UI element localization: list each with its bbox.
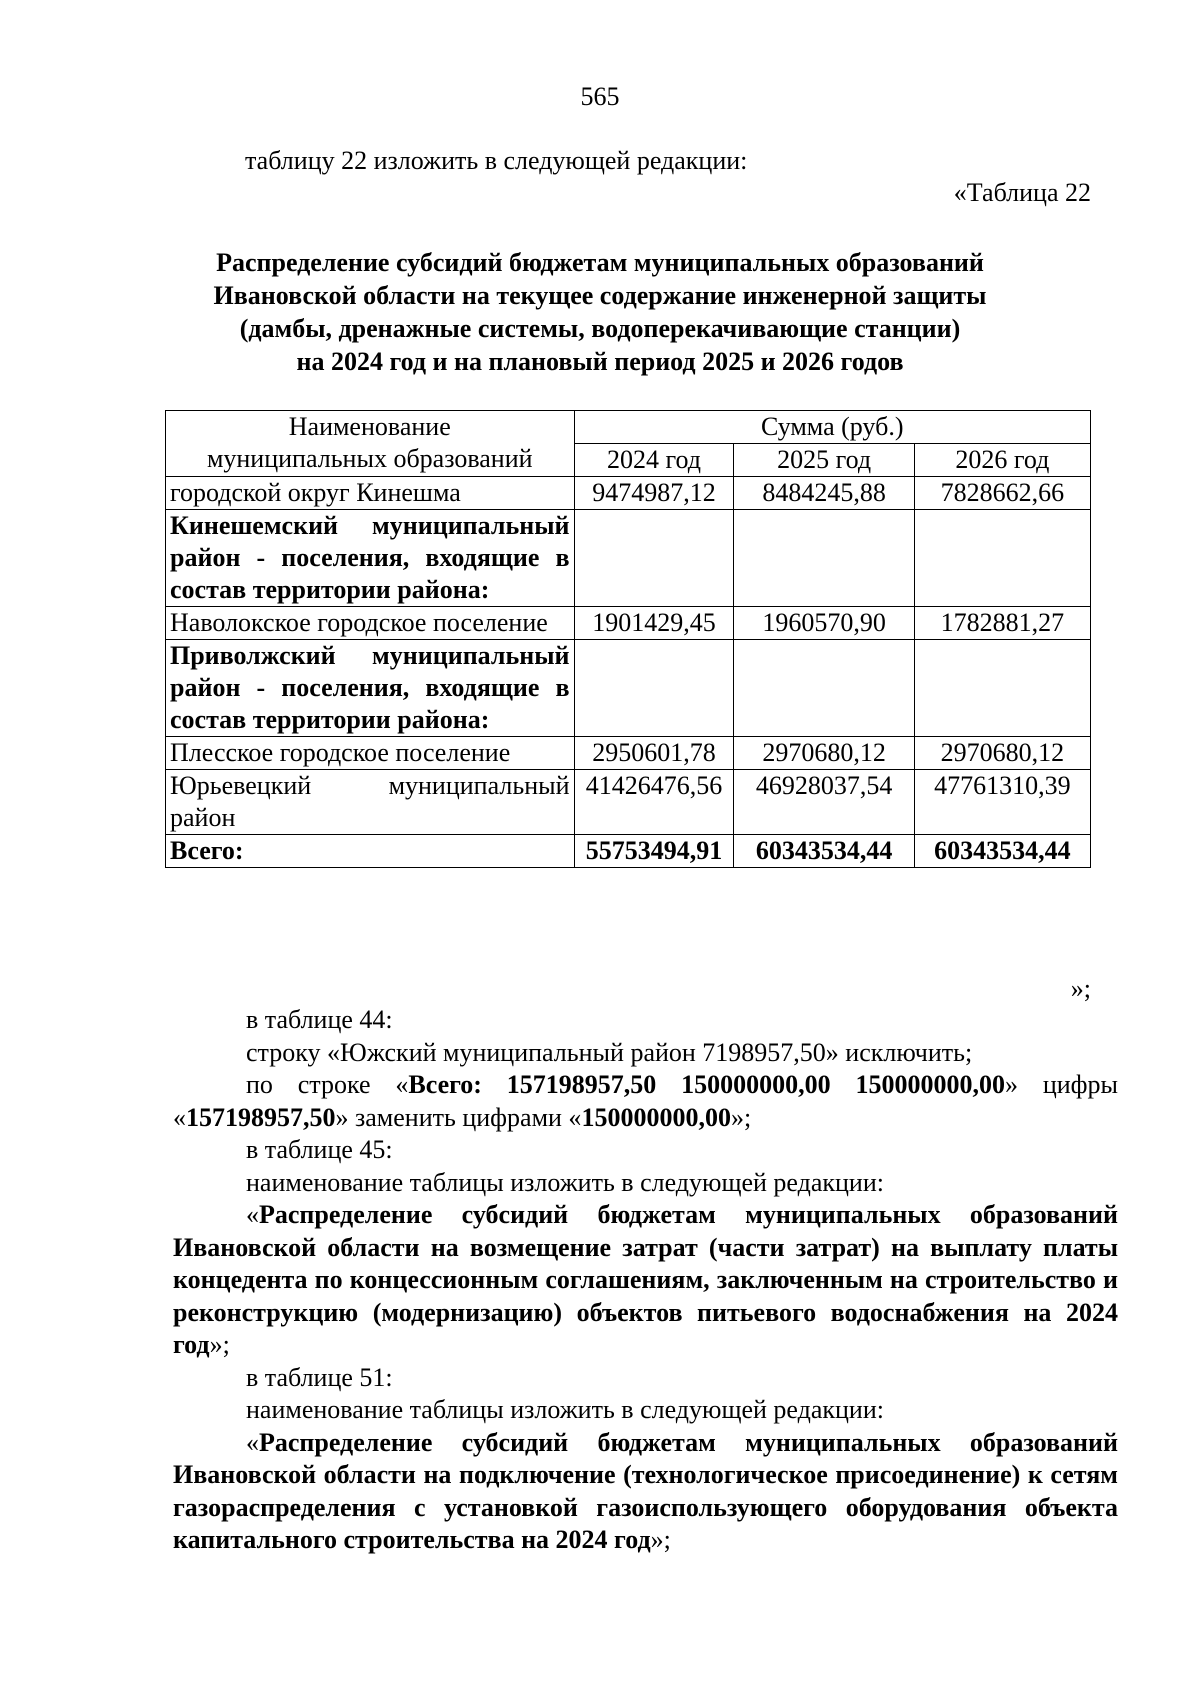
text-span: »; [730,1102,752,1132]
row-value [914,640,1090,737]
row-value: 2950601,78 [574,737,734,770]
text-bold: Всего: 157198957,50 150000000,00 150000000,00 [408,1070,1005,1099]
text-span: « [246,1427,259,1457]
table-caption: «Таблица 22 [953,178,1091,207]
table-row [166,640,1091,737]
row-name: Наволокское городское поселение [166,607,575,640]
total-value: 60343534,44 [734,835,914,868]
table-51-line: наименование таблицы изложить в следующей редакции: [246,1395,884,1424]
row-value: 1782881,27 [914,607,1090,640]
text-span: » цифры « [173,1070,1118,1132]
subsidy-table [165,410,1091,868]
row-value: 9474987,12 [574,477,734,510]
row-value: 1960570,90 [734,607,914,640]
table-51-title [173,1427,1118,1557]
row-value [914,510,1090,607]
table-45-intro: в таблице 45: [246,1135,393,1164]
table-44-line-2 [173,1069,1118,1134]
row-value: 2970680,12 [734,737,914,770]
row-name: Приволжский муниципальный район - поселения, входящие в состав территории района: [166,640,575,737]
table-row [166,477,1091,510]
table-header-row [166,411,1091,444]
table-title-line: Ивановской области на текущее содержание инженерной защиты [213,281,987,310]
row-name: городской округ Кинешма [166,477,575,510]
row-value: 2970680,12 [914,737,1090,770]
table-45-line: наименование таблицы изложить в следующей редакции: [246,1167,884,1197]
table-total-row [166,835,1091,868]
header-name-line: муниципальных образований [206,444,533,473]
row-name: Плесское городское поселение [166,737,575,770]
total-value: 55753494,91 [574,835,734,868]
row-value: 47761310,39 [914,770,1090,835]
row-name: Кинешемский муниципальный район - поселения, входящие в состав территории района: [166,510,575,607]
table-44-intro: в таблице 44: [246,1005,393,1034]
text-bold: Распределение субсидий бюджетам муниципальных образований Ивановской области на подключение (технологическое присоединение) к сетям газораспределения с установкой газоиспользующего оборудования объекта капитального строительства на 2024 год [173,1427,1118,1554]
table-45-title [173,1199,1118,1362]
text-bold: Распределение субсидий бюджетам муниципальных образований Ивановской области на возмещение затрат (части затрат) на выплату платы концедента по концессионным соглашениям, заключенным на строительство и реконструкцию (модернизацию) объектов питьевого водоснабжения на 2024 год [173,1200,1118,1359]
row-name: Юрьевецкий муниципальный район [166,770,575,835]
total-value: 60343534,44 [914,835,1090,868]
row-value [734,510,914,607]
text-bold: 157198957,50 [186,1102,336,1132]
row-value [574,510,734,607]
table-title-line: Распределение субсидий бюджетам муниципальных образований [216,248,984,277]
text-bold: 150000000,00 [581,1102,731,1132]
row-value: 8484245,88 [734,477,914,510]
row-value: 46928037,54 [734,770,914,835]
text-span: » заменить цифрами « [335,1102,582,1132]
header-name-column [166,411,575,477]
table-title-line: (дамбы, дренажные системы, водоперекачивающие станции) [239,314,961,343]
table-row [166,510,1091,607]
intro-text: таблицу 22 изложить в следующей редакции: [245,146,748,175]
table-title-line: на 2024 год и на плановый период 2025 и 2026 годов [296,347,904,376]
row-value [574,640,734,737]
text-span: « [246,1200,259,1229]
table-row [166,607,1091,640]
text-span: »; [650,1525,671,1554]
header-name-line: Наименование [288,412,451,441]
row-value: 1901429,45 [574,607,734,640]
table-44-line-1: строку «Южский муниципальный район 7198957,50» исключить; [246,1037,973,1067]
header-sum-column: Сумма (руб.) [574,411,1091,444]
text-span: по строке « [246,1070,409,1099]
header-year: 2026 год [914,444,1090,477]
close-quote: »; [1070,974,1091,1003]
table-row [166,770,1091,835]
row-value [734,640,914,737]
row-value: 7828662,66 [914,477,1090,510]
page-number: 565 [580,82,620,111]
table-title [0,246,1200,378]
total-label: Всего: [166,835,575,868]
amendments-text [173,1004,1118,1557]
row-value: 41426476,56 [574,770,734,835]
table-51-intro: в таблице 51: [246,1362,393,1392]
text-span: »; [209,1330,230,1359]
header-year: 2025 год [734,444,914,477]
header-year: 2024 год [574,444,734,477]
table-row [166,737,1091,770]
